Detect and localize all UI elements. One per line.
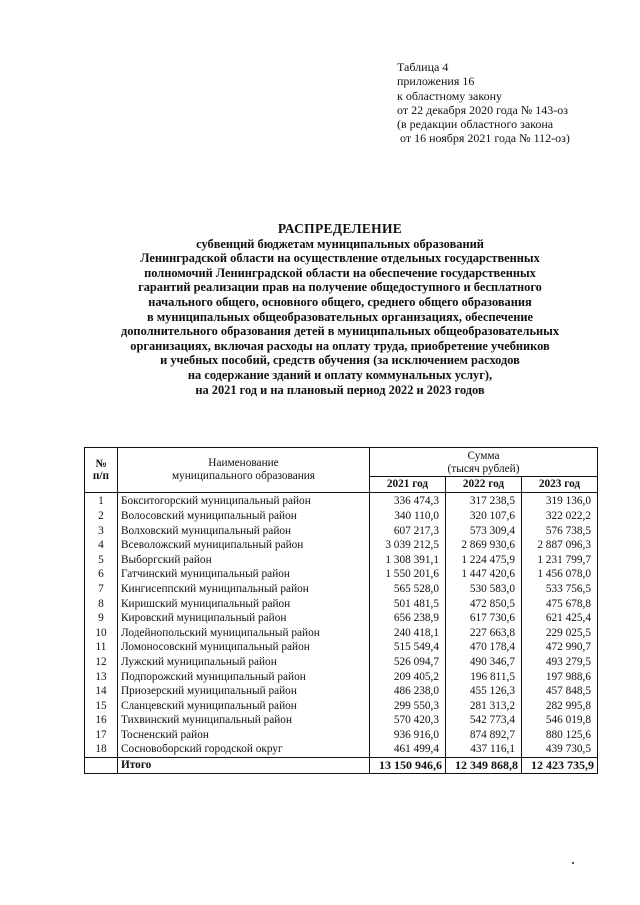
table-row [85,524,598,539]
row-number: 10 [85,626,118,641]
row-value-2022: 490 346,7 [446,655,522,670]
subvention-table [84,447,598,774]
row-number: 3 [85,524,118,539]
row-value-2023: 2 887 096,3 [522,538,598,553]
total-value-2022: 12 349 868,8 [446,758,522,774]
row-value-2021: 486 238,0 [370,684,446,699]
header-line: приложения 16 [397,74,475,89]
row-name: Приозерский муниципальный район [118,684,370,699]
row-value-2022: 196 811,5 [446,670,522,685]
row-value-2022: 455 126,3 [446,684,522,699]
row-name: Лодейнопольский муниципальный район [118,626,370,641]
table-row [85,492,598,509]
total-row [85,758,598,774]
row-value-2022: 530 583,0 [446,582,522,597]
title-heading: РАСПРЕДЕЛЕНИЕ [277,221,403,236]
header-name-line: муниципального образования [171,469,316,482]
row-name: Всеволожский муниципальный район [118,538,370,553]
row-value-2021: 240 418,1 [370,626,446,641]
table-row [85,553,598,568]
row-value-2021: 501 481,5 [370,597,446,612]
row-number: 17 [85,728,118,743]
row-value-2022: 320 107,6 [446,509,522,524]
row-value-2021: 209 405,2 [370,670,446,685]
table-row [85,728,598,743]
row-number: 14 [85,684,118,699]
row-value-2022: 472 850,5 [446,597,522,612]
header-number-line: п/п [92,469,110,482]
row-number: 16 [85,714,118,729]
table-row [85,597,598,612]
header-line: Таблица 4 [397,60,449,74]
row-value-2021: 461 499,4 [370,743,446,758]
title-line: в муниципальных общеобразовательных организациях, обеспечение [146,309,534,324]
row-value-2022: 2 869 930,6 [446,538,522,553]
row-value-2023: 533 756,5 [522,582,598,597]
row-name: Тихвинский муниципальный район [118,714,370,729]
row-value-2021: 656 238,9 [370,611,446,626]
row-name: Кировский муниципальный район [118,611,370,626]
header-year: 2022 год [446,477,522,493]
table-row [85,699,598,714]
title-line: полномочий Ленинградской области на обеспечение государственных [144,265,536,280]
total-label: Итого [118,758,370,774]
table-row [85,655,598,670]
row-name: Лужский муниципальный район [118,655,370,670]
title-line: субвенций бюджетам муниципальных образований [196,236,484,251]
header-name [118,448,370,493]
row-number: 7 [85,582,118,597]
header-number [85,448,118,493]
row-value-2021: 515 549,4 [370,641,446,656]
row-value-2022: 1 224 475,9 [446,553,522,568]
header-line: (в редакции областного закона [397,117,554,132]
header-year: 2021 год [370,477,446,493]
document-title [60,222,620,397]
table-row [85,568,598,583]
row-value-2023: 475 678,8 [522,597,598,612]
header-line: от 16 ноября 2021 года № 112-оз) [397,131,570,146]
row-value-2023: 439 730,5 [522,743,598,758]
page-mark [572,862,574,864]
row-value-2021: 1 550 201,6 [370,568,446,583]
table-row [85,538,598,553]
table-row [85,641,598,656]
row-number: 8 [85,597,118,612]
row-name: Сосновоборский городской округ [118,743,370,758]
row-value-2022: 573 309,4 [446,524,522,539]
row-value-2021: 936 916,0 [370,728,446,743]
row-value-2021: 570 420,3 [370,714,446,729]
row-name: Тосненский район [118,728,370,743]
row-name: Волховский муниципальный район [118,524,370,539]
row-name: Выборгский район [118,553,370,568]
table-row [85,684,598,699]
row-number: 2 [85,509,118,524]
row-value-2023: 1 456 078,0 [522,568,598,583]
title-line: на 2021 год и на плановый период 2022 и 2023 годов [195,382,485,397]
header-name-line: Наименование [208,456,279,469]
row-value-2023: 282 995,8 [522,699,598,714]
row-value-2022: 437 116,1 [446,743,522,758]
row-name: Волосовский муниципальный район [118,509,370,524]
header-sum-line: (тысяч рублей) [447,463,520,475]
row-value-2021: 607 217,3 [370,524,446,539]
row-value-2022: 874 892,7 [446,728,522,743]
header-sum-line: Сумма [467,450,500,462]
row-number: 4 [85,538,118,553]
row-value-2023: 197 988,6 [522,670,598,685]
row-number: 11 [85,641,118,656]
title-line: организациях, включая расходы на оплату труда, приобретение учебников [130,338,550,353]
row-value-2023: 546 019,8 [522,714,598,729]
table-row [85,582,598,597]
table-row [85,611,598,626]
title-line: начального общего, основного общего, среднего общего образования [148,294,532,309]
title-line: дополнительного образования детей в муниципальных общеобразовательных [120,324,560,339]
row-value-2023: 1 231 799,7 [522,553,598,568]
row-value-2023: 457 848,5 [522,684,598,699]
row-value-2021: 3 039 212,5 [370,538,446,553]
title-line: гарантий реализации прав на получение общедоступного и бесплатного [138,280,542,295]
row-value-2022: 1 447 420,6 [446,568,522,583]
row-number: 9 [85,611,118,626]
title-line: и учебных пособий, средств обучения (за исключением расходов [160,353,520,368]
table-row [85,714,598,729]
row-value-2022: 317 238,5 [446,492,522,509]
row-number: 15 [85,699,118,714]
header-number-line: № [95,457,107,470]
header-year: 2023 год [522,477,598,493]
document-header [397,60,570,146]
row-value-2021: 299 550,3 [370,699,446,714]
row-number: 1 [85,492,118,509]
row-name: Ломоносовский муниципальный район [118,641,370,656]
row-name: Киришский муниципальный район [118,597,370,612]
title-line: на содержание зданий и оплату коммунальных услуг), [187,367,493,382]
row-value-2023: 472 990,7 [522,641,598,656]
row-value-2023: 576 738,5 [522,524,598,539]
row-value-2021: 340 110,0 [370,509,446,524]
row-value-2023: 322 022,2 [522,509,598,524]
title-line: Ленинградской области на осуществление отдельных государственных [140,251,540,266]
row-value-2022: 227 663,8 [446,626,522,641]
row-number: 5 [85,553,118,568]
row-value-2022: 470 178,4 [446,641,522,656]
row-name: Гатчинский муниципальный район [118,568,370,583]
row-number: 6 [85,568,118,583]
row-value-2022: 617 730,6 [446,611,522,626]
row-value-2021: 565 528,0 [370,582,446,597]
row-name: Бокситогорский муниципальный район [118,492,370,509]
total-value-2021: 13 150 946,6 [370,758,446,774]
row-value-2023: 229 025,5 [522,626,598,641]
total-value-2023: 12 423 735,9 [522,758,598,774]
row-value-2021: 526 094,7 [370,655,446,670]
header-sum [370,448,598,477]
table-row [85,743,598,758]
row-name: Подпорожский муниципальный район [118,670,370,685]
row-value-2023: 493 279,5 [522,655,598,670]
row-value-2023: 880 125,6 [522,728,598,743]
row-value-2022: 281 313,2 [446,699,522,714]
row-number: 12 [85,655,118,670]
total-number-cell [85,758,118,774]
row-number: 18 [85,743,118,758]
row-name: Кингисеппский муниципальный район [118,582,370,597]
table-row [85,509,598,524]
row-value-2021: 336 474,3 [370,492,446,509]
header-line: к областному закону [397,88,503,103]
table-row [85,670,598,685]
header-line: от 22 декабря 2020 года № 143-оз [397,102,569,117]
row-name: Сланцевский муниципальный район [118,699,370,714]
row-value-2023: 319 136,0 [522,492,598,509]
row-value-2022: 542 773,4 [446,714,522,729]
row-value-2023: 621 425,4 [522,611,598,626]
row-value-2021: 1 308 391,1 [370,553,446,568]
table-row [85,626,598,641]
row-number: 13 [85,670,118,685]
